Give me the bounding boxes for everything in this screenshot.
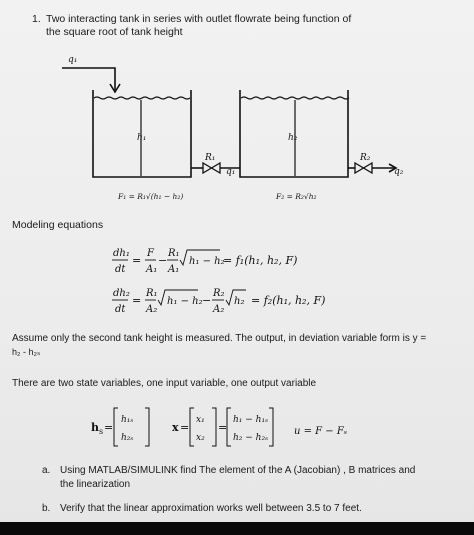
task-a-line-1: Using MATLAB/SIMULINK find The element of the A (Jacobian) , B matrices and: [60, 465, 416, 476]
svg-text:=: =: [104, 421, 114, 434]
valve-2: [355, 163, 372, 173]
dev-top: h₁ − h₁ₛ: [233, 415, 269, 425]
q1-out-label: q₁: [226, 167, 236, 177]
question-title-line-2: the square root of tank height: [46, 26, 183, 38]
svg-text:=: =: [180, 421, 190, 434]
svg-text:−: −: [202, 294, 212, 307]
x-top: x₁: [196, 415, 205, 425]
h2-label: h₂: [288, 133, 298, 143]
eq1-rhs: = f₁(h₁, h₂, F): [223, 254, 298, 267]
eq2-root-2: h₂: [234, 296, 245, 307]
equation-1: [112, 243, 342, 283]
eq2-t2-num: R₂: [213, 288, 225, 299]
R1-label: R₁: [205, 153, 216, 163]
tank-2-level: [241, 97, 349, 99]
svg-text:−: −: [158, 254, 168, 267]
u-equation: u = F − Fₛ: [294, 426, 348, 437]
inlet-pipe: [62, 68, 115, 90]
photo-bottom-edge: [0, 522, 474, 535]
assume-line-1: Assume only the second tank height is measured. The output, in deviation variable form is y =: [12, 333, 427, 344]
question-title-line-1: Two interacting tank in series with outlet flowrate being function of: [46, 13, 352, 25]
R2-label: R₂: [360, 153, 371, 163]
task-a-line-2: the linearization: [60, 479, 131, 490]
eq2-rhs: = f₂(h₁, h₂, F): [251, 294, 326, 307]
question-number: 1.: [32, 13, 41, 25]
tank-1-level: [94, 97, 190, 99]
hs-sub: s: [99, 427, 104, 436]
task-b-line-1: Verify that the linear approximation works well between 3.5 to 7 feet.: [60, 503, 362, 514]
task-b-label: b.: [42, 503, 51, 514]
eq2-t1-den: A₂: [146, 304, 158, 315]
hs-bot: h₂ₛ: [121, 433, 134, 443]
hs-label: h: [91, 421, 99, 434]
assume-line-2: h₂ - h₂ₛ: [12, 347, 41, 357]
q1-label: q₁: [68, 55, 78, 65]
valve-1: [203, 163, 220, 173]
svg-text:=: =: [132, 254, 142, 267]
eq1-t1-den: A₁: [146, 264, 158, 275]
eq1-lhs-num: dh₁: [113, 248, 130, 259]
x-label: x: [172, 421, 179, 434]
formula-F1: F₁ = R₁√(h₁ − h₂): [118, 192, 184, 201]
eq1-t2-den: A₁: [168, 264, 180, 275]
two-tank-diagram: [0, 0, 474, 215]
eq2-root-1: h₁ − h₂: [167, 296, 203, 307]
dev-bot: h₂ − h₂ₛ: [233, 433, 269, 443]
task-a-label: a.: [42, 465, 51, 476]
eq2-lhs-num: dh₂: [113, 288, 130, 299]
eq2-lhs-den: dt: [115, 304, 126, 315]
svg-text:=: =: [218, 421, 228, 434]
eq1-t2-num: R₁: [168, 248, 180, 259]
eq1-t1-num: F: [147, 248, 154, 259]
x-bot: x₂: [196, 433, 205, 443]
eq1-lhs-den: dt: [115, 264, 126, 275]
modeling-heading: Modeling equations: [12, 219, 104, 231]
equation-2: [112, 283, 372, 323]
h1-label: h₁: [137, 133, 147, 143]
eq2-t1-num: R₁: [146, 288, 158, 299]
states-text: There are two state variables, one input variable, one output variable: [12, 378, 317, 389]
formula-F2: F₂ = R₂√h₂: [276, 192, 317, 201]
hs-top: h₁ₛ: [121, 415, 134, 425]
q2-label: q₂: [394, 167, 404, 177]
state-definitions: [88, 404, 388, 452]
eq2-t2-den: A₂: [213, 304, 225, 315]
svg-text:=: =: [132, 294, 142, 307]
eq1-root: h₁ − h₂: [189, 256, 225, 267]
